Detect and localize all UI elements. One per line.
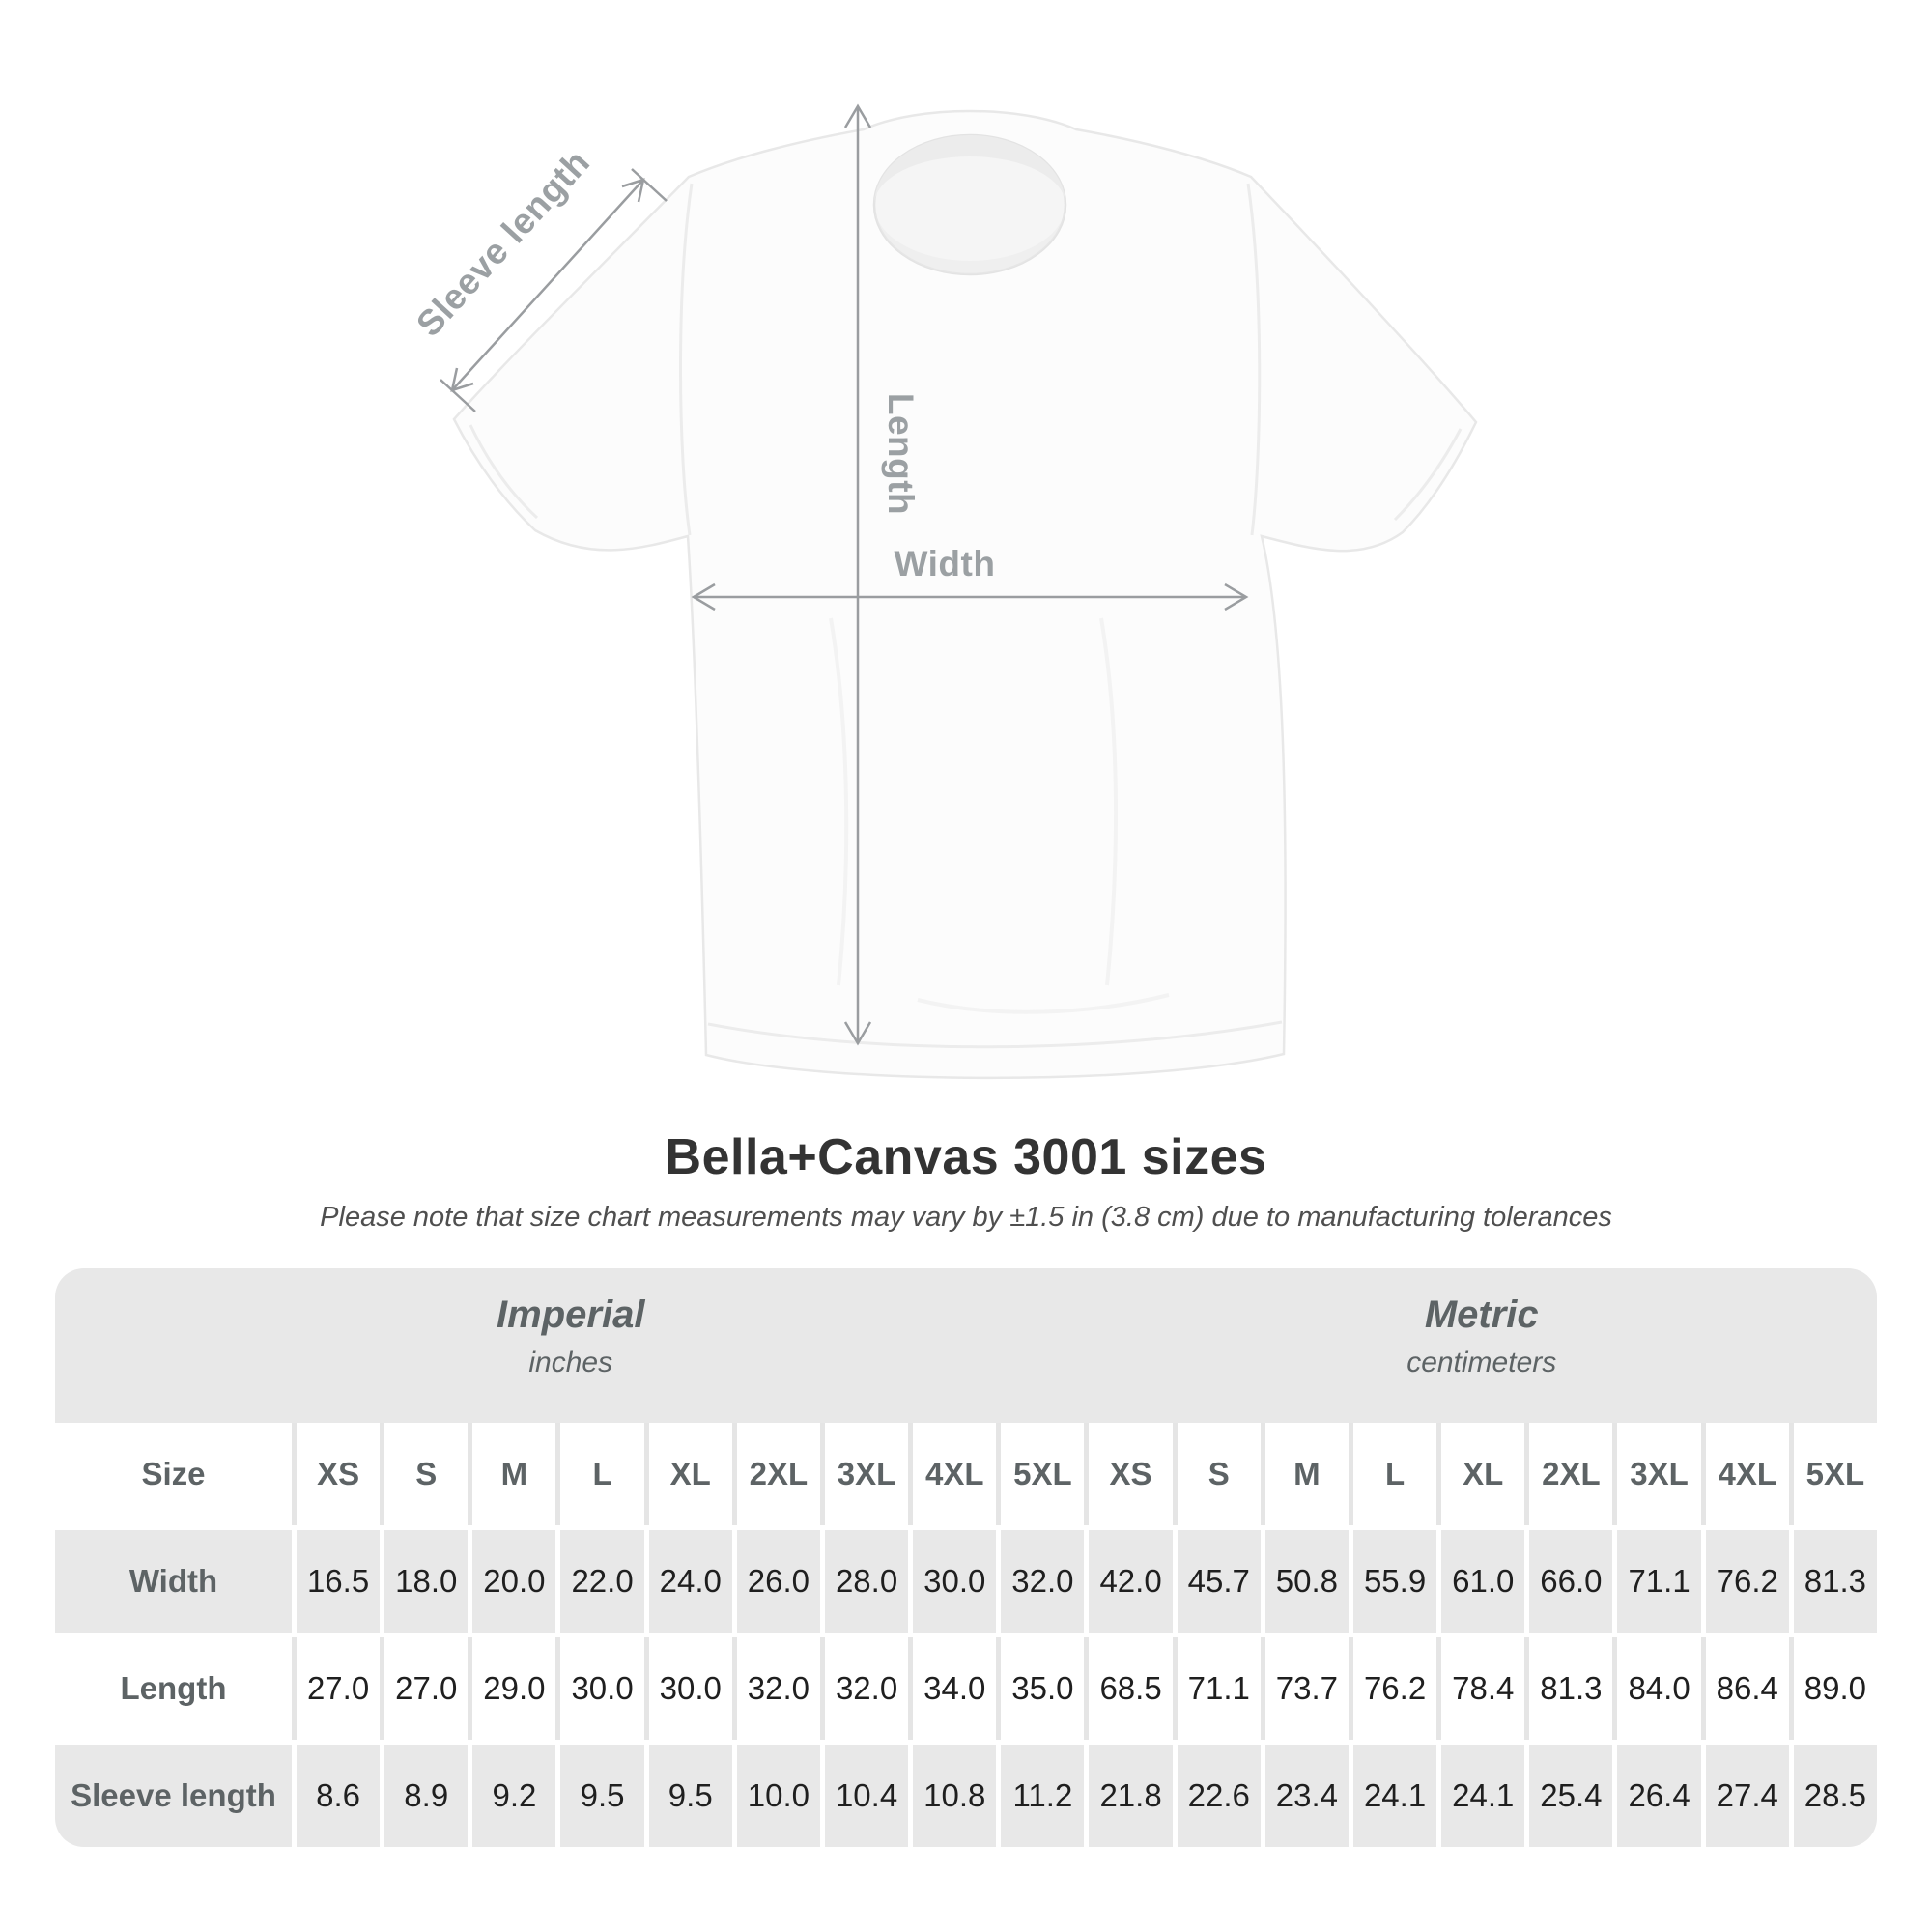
value-cell: 73.7 <box>1261 1637 1349 1740</box>
value-cell: 35.0 <box>996 1637 1084 1740</box>
column-header-cell: L <box>1349 1423 1436 1525</box>
value-cell: 89.0 <box>1789 1637 1877 1740</box>
value-cell: 10.8 <box>908 1745 996 1847</box>
column-header-cell: 5XL <box>1789 1423 1877 1525</box>
value-cell: 24.1 <box>1349 1745 1436 1847</box>
sleeve-length-label: Sleeve length <box>409 142 598 345</box>
value-cell: 9.5 <box>644 1745 732 1847</box>
value-cell: 81.3 <box>1524 1637 1612 1740</box>
value-cell: 66.0 <box>1524 1530 1612 1633</box>
column-header-cell: 2XL <box>732 1423 820 1525</box>
value-cell: 86.4 <box>1701 1637 1789 1740</box>
value-cell: 71.1 <box>1612 1530 1700 1633</box>
value-cell: 71.1 <box>1173 1637 1261 1740</box>
column-header-cell: L <box>555 1423 643 1525</box>
value-cell: 27.0 <box>292 1637 380 1740</box>
value-cell: 27.0 <box>380 1637 468 1740</box>
metric-unit-header <box>1086 1268 1877 1423</box>
column-header-cell: 2XL <box>1524 1423 1612 1525</box>
value-cell: 76.2 <box>1349 1637 1436 1740</box>
column-header-cell: 3XL <box>820 1423 908 1525</box>
value-cell: 68.5 <box>1084 1637 1172 1740</box>
value-cell: 76.2 <box>1701 1530 1789 1633</box>
column-header-cell: S <box>1173 1423 1261 1525</box>
value-cell: 22.6 <box>1173 1745 1261 1847</box>
tolerance-note: Please note that size chart measurements may vary by ±1.5 in (3.8 cm) due to manufacturing tolerances <box>320 1202 1612 1233</box>
column-header-cell: 4XL <box>1701 1423 1789 1525</box>
value-cell: 32.0 <box>996 1530 1084 1633</box>
value-cell: 26.0 <box>732 1530 820 1633</box>
value-cell: 30.0 <box>644 1637 732 1740</box>
column-header-cell: XS <box>1084 1423 1172 1525</box>
size-grid <box>55 1423 1877 1847</box>
metric-unit: centimeters <box>1406 1347 1557 1378</box>
value-cell: 9.2 <box>468 1745 555 1847</box>
value-cell: 78.4 <box>1436 1637 1524 1740</box>
value-cell: 9.5 <box>555 1745 643 1847</box>
column-header-cell: 5XL <box>996 1423 1084 1525</box>
column-header-cell: M <box>1261 1423 1349 1525</box>
value-cell: 20.0 <box>468 1530 555 1633</box>
column-header-cell: 3XL <box>1612 1423 1700 1525</box>
value-cell: 34.0 <box>908 1637 996 1740</box>
value-cell: 26.4 <box>1612 1745 1700 1847</box>
value-cell: 10.0 <box>732 1745 820 1847</box>
value-cell: 61.0 <box>1436 1530 1524 1633</box>
value-cell: 29.0 <box>468 1637 555 1740</box>
value-cell: 28.5 <box>1789 1745 1877 1847</box>
length-label: Length <box>881 392 921 516</box>
width-label: Width <box>894 544 996 583</box>
size-chart-table <box>55 1268 1877 1844</box>
column-header-cell: XS <box>292 1423 380 1525</box>
value-cell: 8.6 <box>292 1745 380 1847</box>
column-header-size: Size <box>55 1423 292 1525</box>
value-cell: 32.0 <box>732 1637 820 1740</box>
row-label-cell: Length <box>55 1637 292 1740</box>
column-header-cell: 4XL <box>908 1423 996 1525</box>
value-cell: 28.0 <box>820 1530 908 1633</box>
row-label-cell: Sleeve length <box>55 1745 292 1847</box>
metric-title: Metric <box>1424 1293 1539 1336</box>
value-cell: 55.9 <box>1349 1530 1436 1633</box>
value-cell: 30.0 <box>908 1530 996 1633</box>
value-cell: 16.5 <box>292 1530 380 1633</box>
imperial-unit-header <box>55 1268 1086 1423</box>
column-header-cell: XL <box>644 1423 732 1525</box>
value-cell: 32.0 <box>820 1637 908 1740</box>
tshirt-image <box>454 111 1476 1078</box>
unit-band <box>55 1268 1877 1423</box>
imperial-unit: inches <box>528 1347 613 1378</box>
value-cell: 22.0 <box>555 1530 643 1633</box>
value-cell: 50.8 <box>1261 1530 1349 1633</box>
column-header-cell: XL <box>1436 1423 1524 1525</box>
value-cell: 25.4 <box>1524 1745 1612 1847</box>
column-header-cell: S <box>380 1423 468 1525</box>
value-cell: 8.9 <box>380 1745 468 1847</box>
value-cell: 45.7 <box>1173 1530 1261 1633</box>
value-cell: 24.1 <box>1436 1745 1524 1847</box>
value-cell: 11.2 <box>996 1745 1084 1847</box>
value-cell: 81.3 <box>1789 1530 1877 1633</box>
value-cell: 30.0 <box>555 1637 643 1740</box>
value-cell: 21.8 <box>1084 1745 1172 1847</box>
value-cell: 84.0 <box>1612 1637 1700 1740</box>
value-cell: 10.4 <box>820 1745 908 1847</box>
value-cell: 23.4 <box>1261 1745 1349 1847</box>
value-cell: 42.0 <box>1084 1530 1172 1633</box>
value-cell: 24.0 <box>644 1530 732 1633</box>
imperial-title: Imperial <box>497 1293 645 1336</box>
value-cell: 27.4 <box>1701 1745 1789 1847</box>
value-cell: 18.0 <box>380 1530 468 1633</box>
column-header-cell: M <box>468 1423 555 1525</box>
page-title: Bella+Canvas 3001 sizes <box>665 1129 1267 1185</box>
row-label-cell: Width <box>55 1530 292 1633</box>
